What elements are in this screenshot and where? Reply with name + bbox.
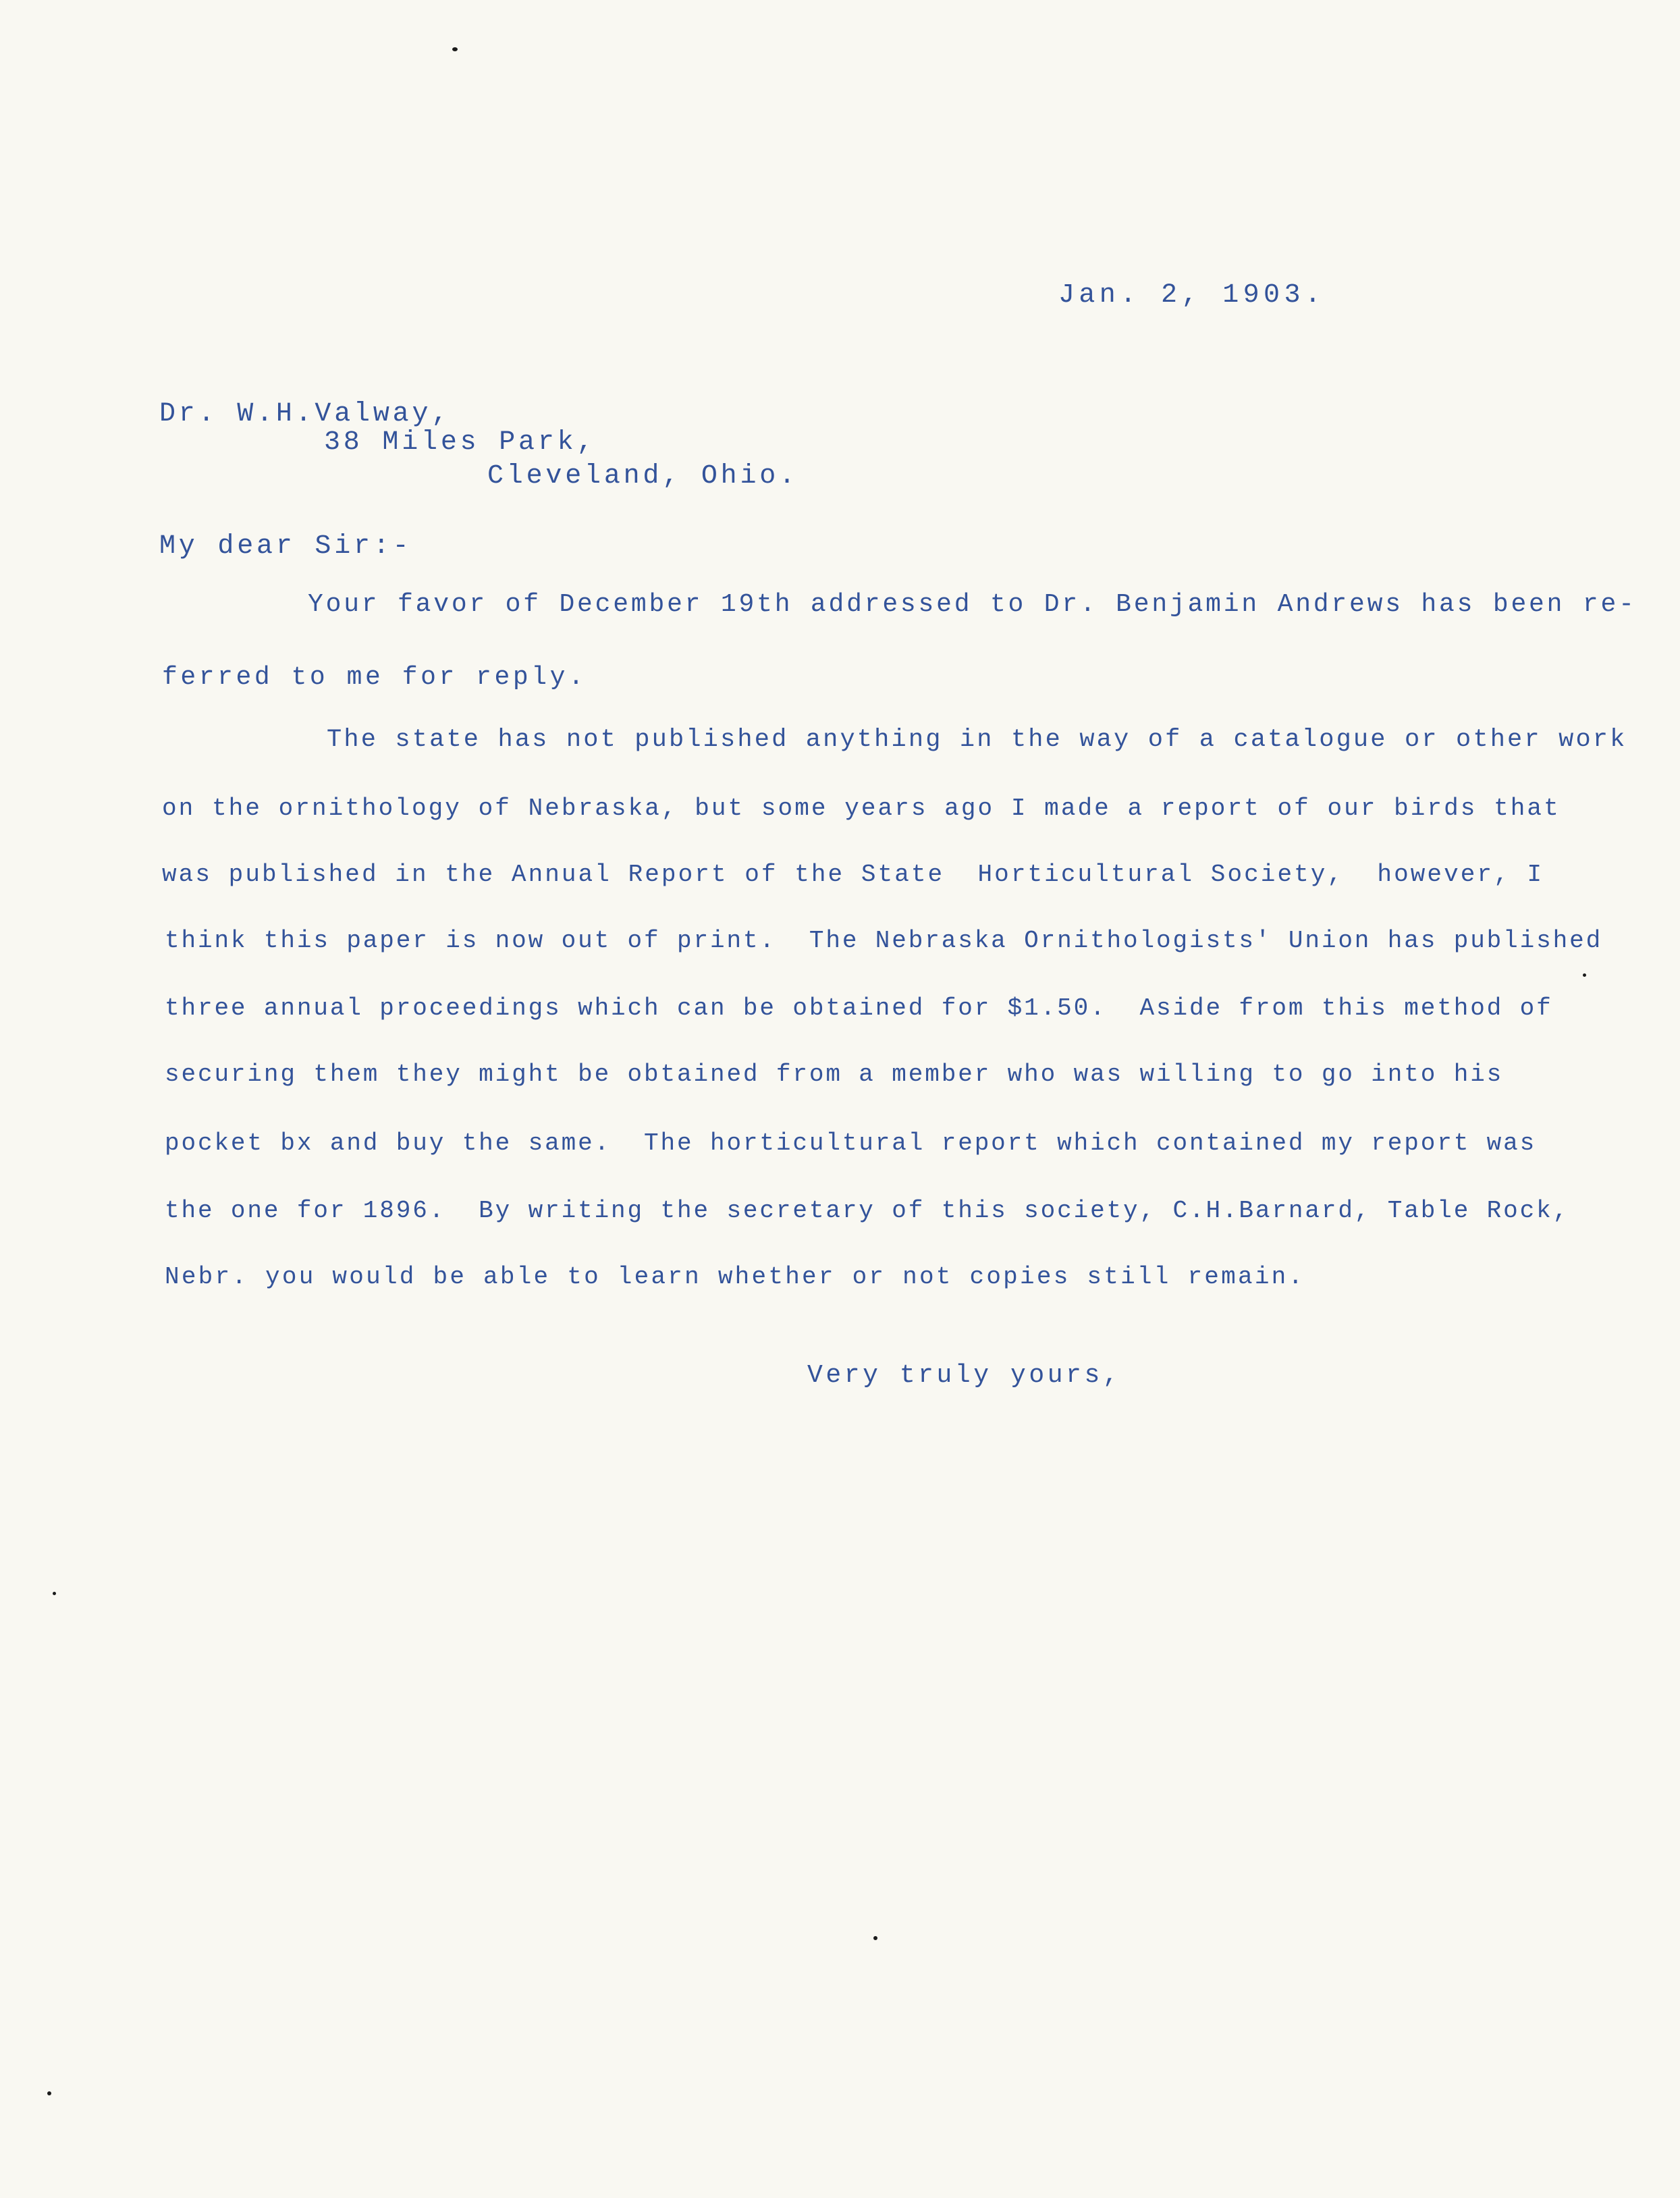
recipient-city: Cleveland, Ohio. xyxy=(487,461,798,491)
paper-speck xyxy=(873,1936,877,1940)
body-line: The state has not published anything in the way of a catalogue or other work xyxy=(327,726,1627,754)
body-line: was published in the Annual Report of the State Horticultural Society, however, I xyxy=(162,861,1544,888)
body-line: three annual proceedings which can be obtained for $1.50. Aside from this method of xyxy=(165,994,1553,1022)
body-line: ferred to me for reply. xyxy=(162,663,587,692)
closing: Very truly yours, xyxy=(807,1361,1122,1390)
paper-speck xyxy=(47,2091,51,2095)
paper-speck xyxy=(452,47,458,51)
body-line: securing them they might be obtained from a member who was willing to go into his xyxy=(165,1061,1504,1088)
letter-date: Jan. 2, 1903. xyxy=(1058,280,1326,311)
body-line: Nebr. you would be able to learn whether or not copies still remain. xyxy=(165,1263,1305,1291)
paper-speck xyxy=(53,1592,56,1595)
body-line: pocket bx and buy the same. The horticultural report which contained my report was xyxy=(165,1129,1537,1157)
body-line: Your favor of December 19th addressed to Dr. Benjamin Andrews has been re- xyxy=(308,590,1637,619)
body-line: think this paper is now out of print. The Nebraska Ornithologists' Union has published xyxy=(165,927,1603,955)
salutation: My dear Sir:- xyxy=(159,531,412,562)
recipient-street: 38 Miles Park, xyxy=(324,427,597,458)
body-line: the one for 1896. By writing the secretary of this society, C.H.Barnard, Table Rock, xyxy=(165,1197,1570,1225)
paper-speck xyxy=(1583,973,1586,977)
recipient-name: Dr. W.H.Valway, xyxy=(159,399,452,429)
body-line: on the ornithology of Nebraska, but some years ago I made a report of our birds that xyxy=(162,795,1561,822)
